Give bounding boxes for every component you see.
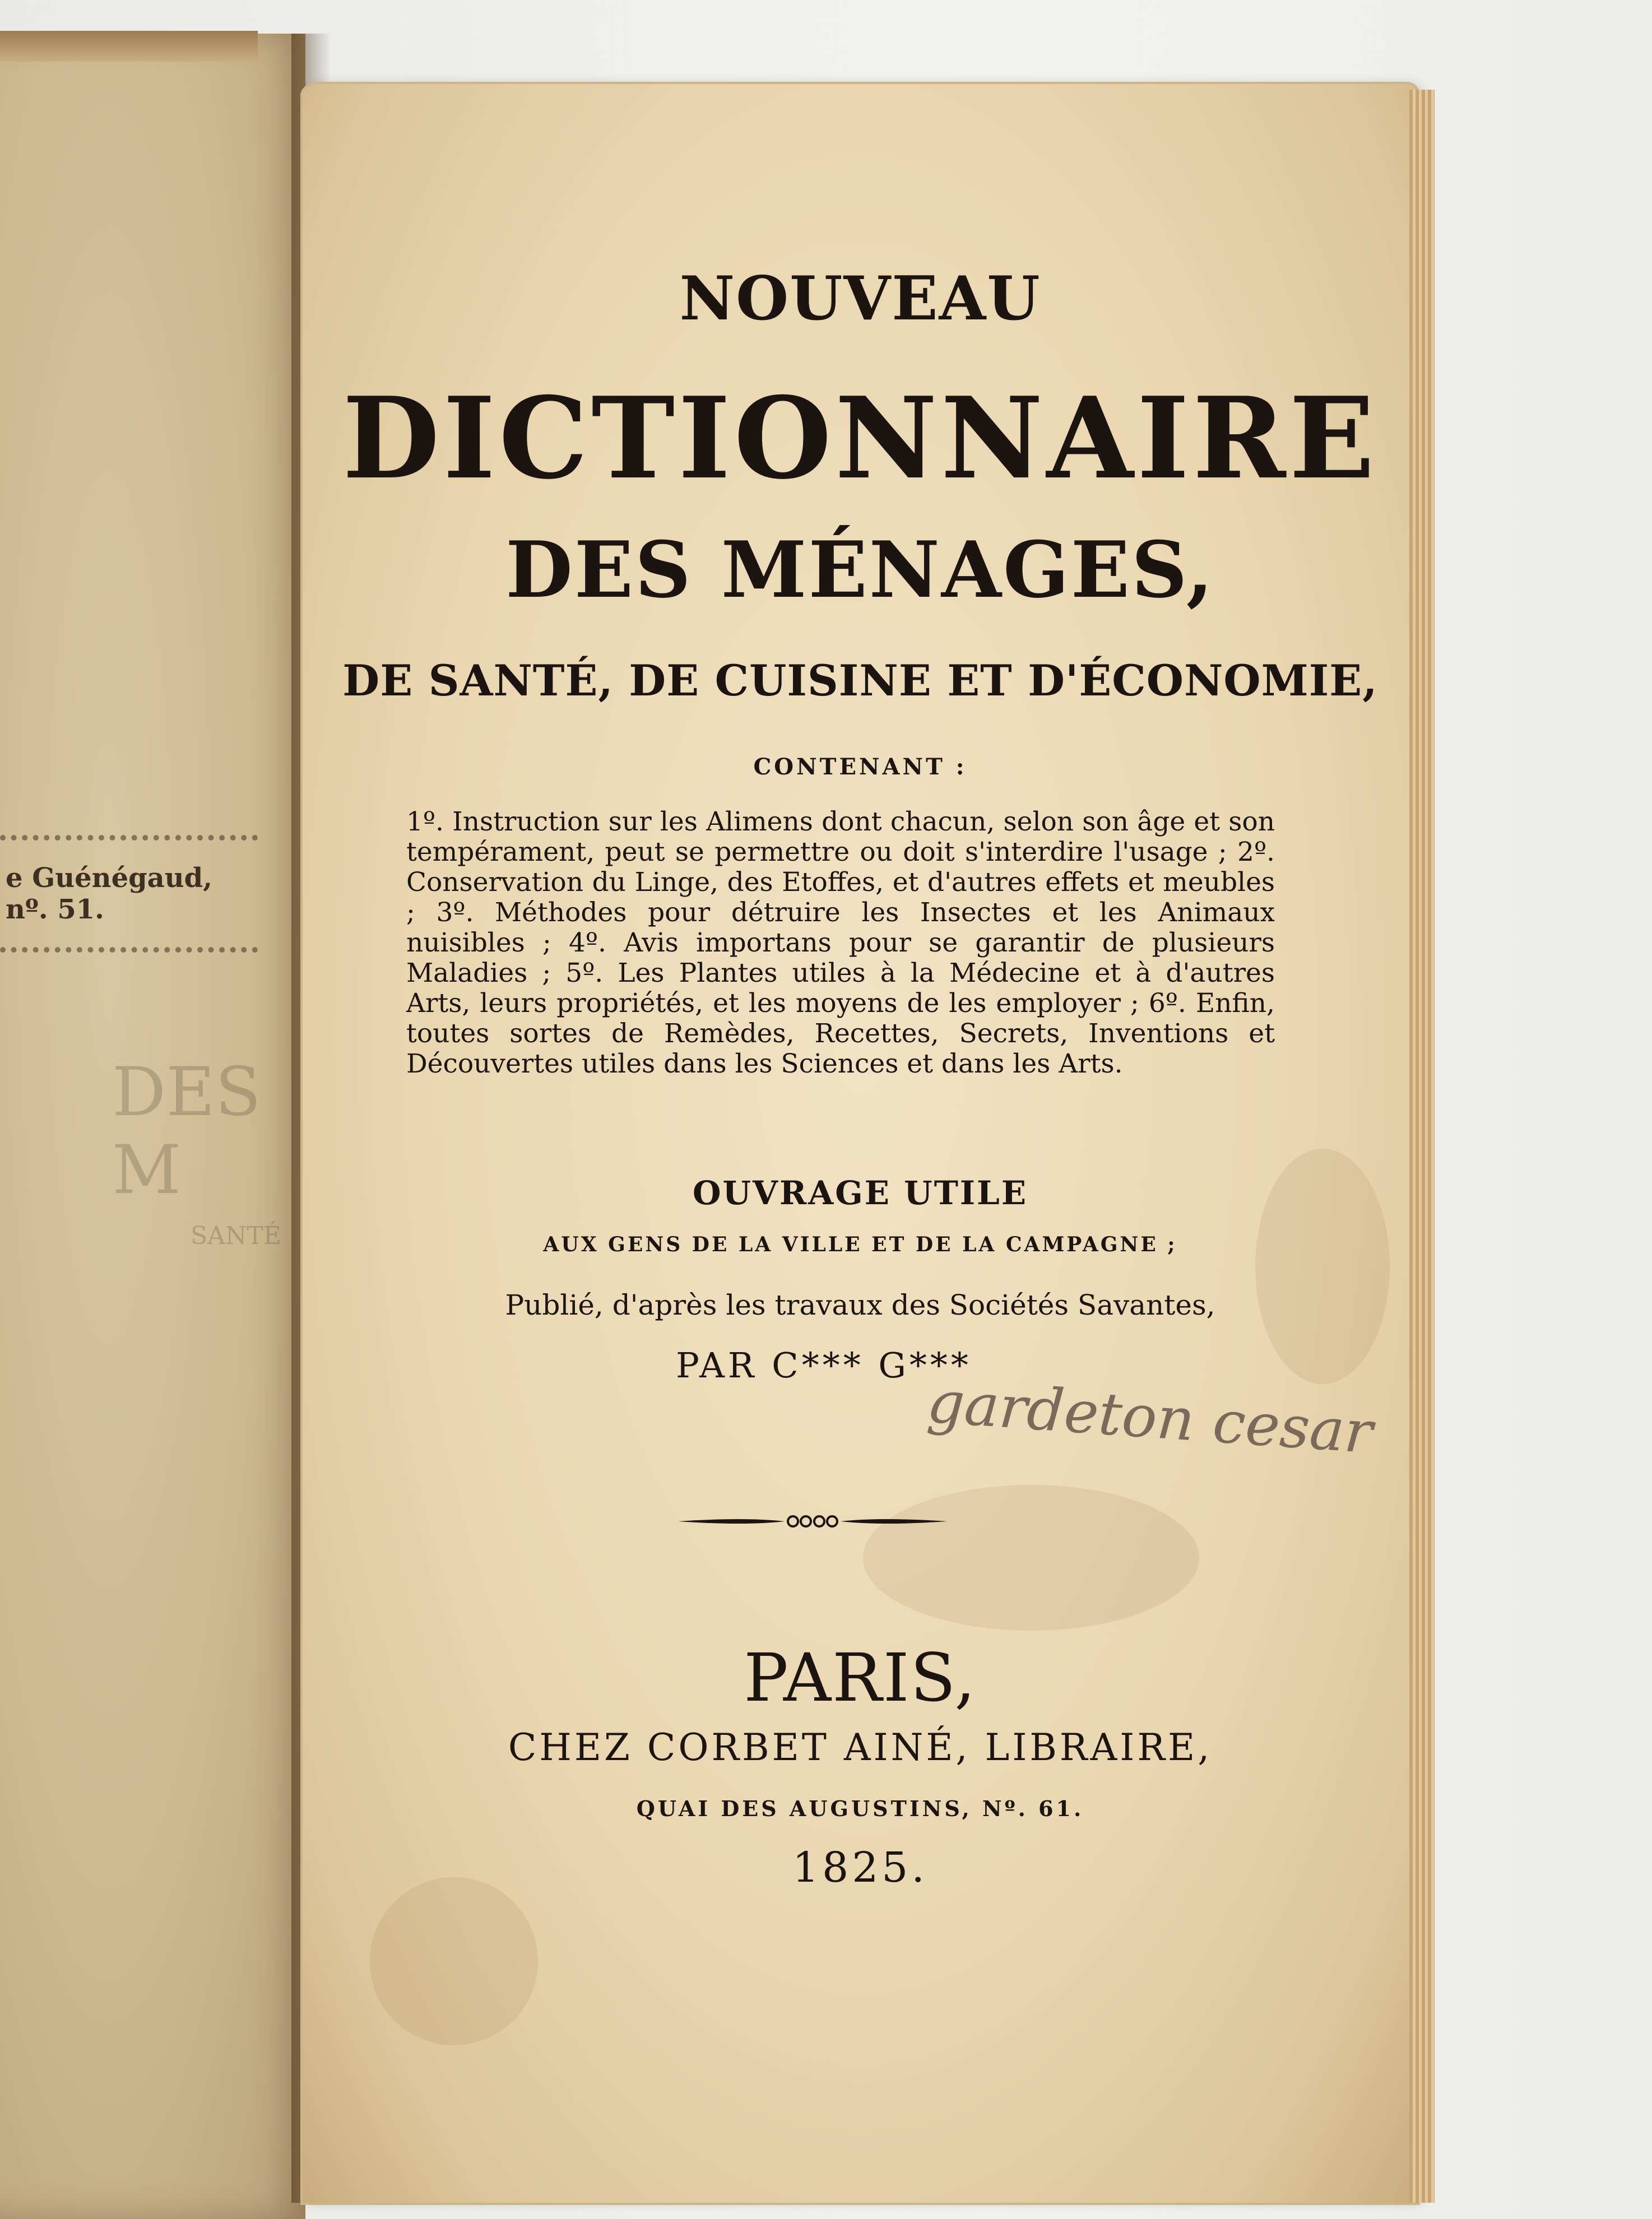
imprint-publisher: CHEZ CORBET AINÉ, LIBRAIRE, [508,1726,1213,1769]
left-page [0,34,305,2219]
audience-line: AUX GENS DE LA VILLE ET DE LA CAMPAGNE ; [543,1233,1177,1256]
handwritten-annotation: gardeton cesar [925,1367,1375,1467]
left-page-ghost-print: SANTÉ [191,1222,281,1250]
published-line: Publié, d'après les travaux des Sociétés Savantes, [505,1289,1215,1321]
left-page-imprint [0,835,258,953]
contents-paragraph: 1º. Instruction sur les Alimens dont chacun, selon son âge et son tempérament, peut se permettre ou doit s'interdire l'usage ; 2º. Conservation du Linge, des Etoffes, et d'autres effets et meubles ; 3º. Méthodes pour détruire les Insectes et les Animaux nuisibles ; 4º. Avis importans pour se garantir de plusieurs Maladies ; 5º. Les Plantes utiles à la Médecine et à d'autres Arts, leurs propriétés, et les moyens de les employer ; 6º. Enfin, toutes sortes de Remèdes, Recettes, Secrets, Inventions et Découvertes utiles dans les Sciences et dans les Arts. [406,806,1275,1079]
left-page-ghost-print: DES M [112,1053,262,1209]
imprint-year: 1825. [792,1844,928,1892]
contenant-heading: CONTENANT : [753,754,967,780]
title-line-menages: DES MÉNAGES, [505,524,1215,615]
foxing-spot [370,1877,538,2045]
left-page-imprint-text: e Guénégaud, nº. 51. [6,862,212,925]
title-line-nouveau: NOUVEAU [679,263,1041,334]
left-page-top-edge [0,31,258,62]
ouvrage-utile: OUVRAGE UTILE [692,1174,1028,1212]
subtitle-line: DE SANTÉ, DE CUISINE ET D'ÉCONOMIE, [342,656,1378,705]
author-line: PAR C*** G*** [676,1345,972,1386]
imprint-address: QUAI DES AUGUSTINS, Nº. 61. [636,1796,1084,1821]
imprint-city: PARIS, [744,1639,977,1716]
ornament-rule [678,1510,947,1533]
title-line-dictionnaire: DICTIONNAIRE [342,373,1378,504]
foxing-spot [863,1485,1199,1631]
